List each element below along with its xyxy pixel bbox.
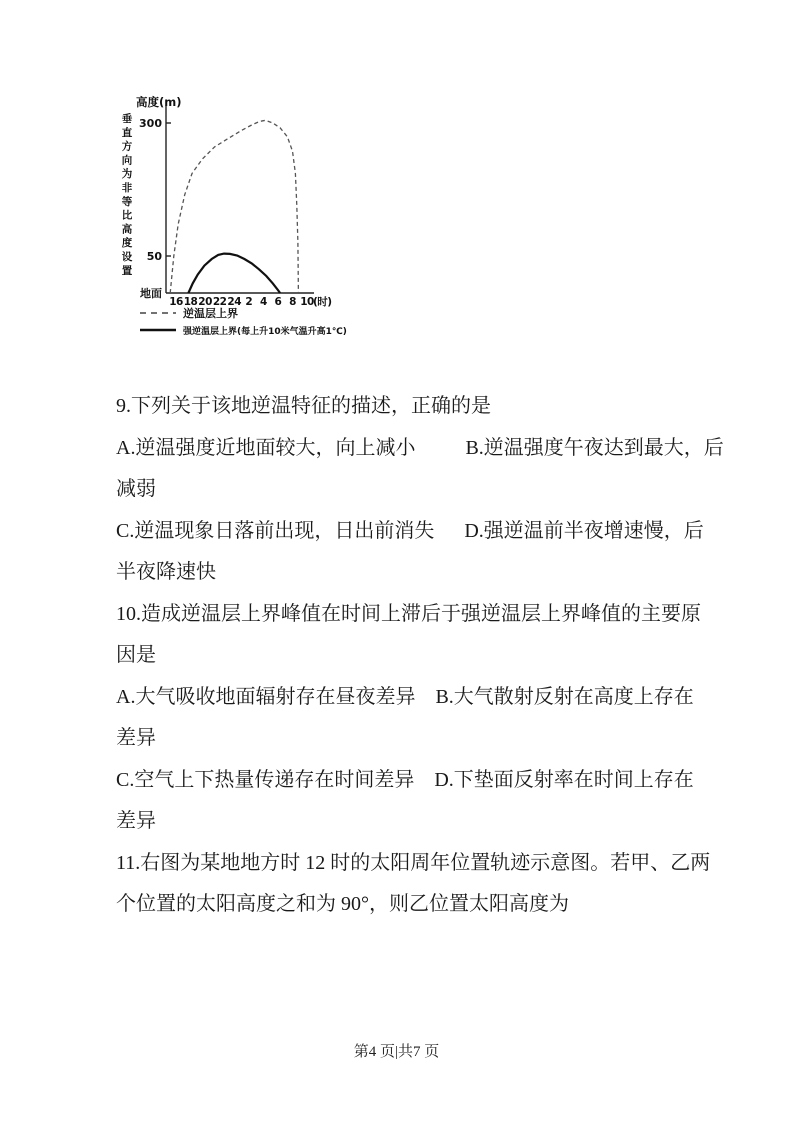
x-tick-label: 6 xyxy=(274,296,282,308)
y-axis-note-char: 度 xyxy=(121,237,133,250)
x-tick-label: 20 xyxy=(198,296,212,308)
y-axis-note-char: 非 xyxy=(121,182,133,194)
legend-solid-label: 强逆温层上界(每上升10米气温升高1℃) xyxy=(183,327,347,337)
x-axis-unit-label: (时) xyxy=(313,296,332,308)
y-axis-note-char: 置 xyxy=(121,264,133,277)
y-tick-label: 50 xyxy=(146,250,162,263)
x-tick-label: 16 xyxy=(169,296,183,308)
questions-text-block xyxy=(116,386,724,926)
text-line-3: 减弱 xyxy=(116,478,156,500)
x-tick-label: 18 xyxy=(183,296,198,308)
y-tick-label: 300 xyxy=(139,117,162,130)
text-line-4: C.逆温现象日落前出现，日出前消失 D.强逆温前半夜增速慢，后 xyxy=(116,519,704,542)
x-tick-label: 22 xyxy=(212,296,227,308)
x-tick-label: 4 xyxy=(259,296,267,308)
y-axis-vertical-note xyxy=(122,112,133,277)
y-axis-note-char: 垂 xyxy=(121,113,133,125)
x-tick-label: 10 xyxy=(300,296,314,308)
y-axis-title: 高度(m) xyxy=(136,95,182,109)
ground-label: 地面 xyxy=(140,287,162,300)
inversion-upper-boundary-curve xyxy=(170,120,298,293)
y-axis-note-char: 直 xyxy=(121,126,133,139)
y-axis-note-char: 高 xyxy=(121,223,133,236)
text-line-10: C.空气上下热量传递存在时间差异 D.下垫面反射率在时间上存在 xyxy=(116,768,694,791)
text-line-1: 9.下列关于该地逆温特征的描述，正确的是 xyxy=(116,395,491,417)
strong-inversion-upper-boundary-curve xyxy=(188,254,280,293)
y-axis-note-char: 向 xyxy=(121,154,133,167)
y-axis-note-char: 比 xyxy=(121,209,133,222)
text-line-5: 半夜降速快 xyxy=(116,561,216,583)
x-tick-label: 8 xyxy=(289,296,296,308)
text-line-13: 个位置的太阳高度之和为 90°，则乙位置太阳高度为 xyxy=(116,893,569,915)
text-line-7: 因是 xyxy=(116,644,156,666)
text-line-8: A.大气吸收地面辐射存在昼夜差异 B.大气散射反射在高度上存在 xyxy=(116,685,694,708)
x-tick-label: 2 xyxy=(245,296,253,308)
text-line-9: 差异 xyxy=(116,727,156,749)
y-axis-note-char: 方 xyxy=(121,140,133,153)
text-line-11: 差异 xyxy=(116,810,156,832)
page-footer: 第4 页|共7 页 xyxy=(353,1044,440,1060)
inversion-height-chart xyxy=(112,92,352,342)
x-tick-label: 24 xyxy=(227,296,242,308)
y-axis-note-char: 设 xyxy=(121,251,133,263)
legend-dashed-label: 逆温层上界 xyxy=(183,307,238,320)
text-line-2: A.逆温强度近地面较大，向上减小 B.逆温强度午夜达到最大，后 xyxy=(116,436,724,459)
y-axis-note-char: 等 xyxy=(121,195,133,208)
text-line-6: 10.造成逆温层上界峰值在时间上滞后于强逆温层上界峰值的主要原 xyxy=(116,602,701,625)
text-line-12: 11.右图为某地地方时 12 时的太阳周年位置轨迹示意图。若甲、乙两 xyxy=(116,851,711,874)
y-axis-note-char: 为 xyxy=(121,168,133,181)
